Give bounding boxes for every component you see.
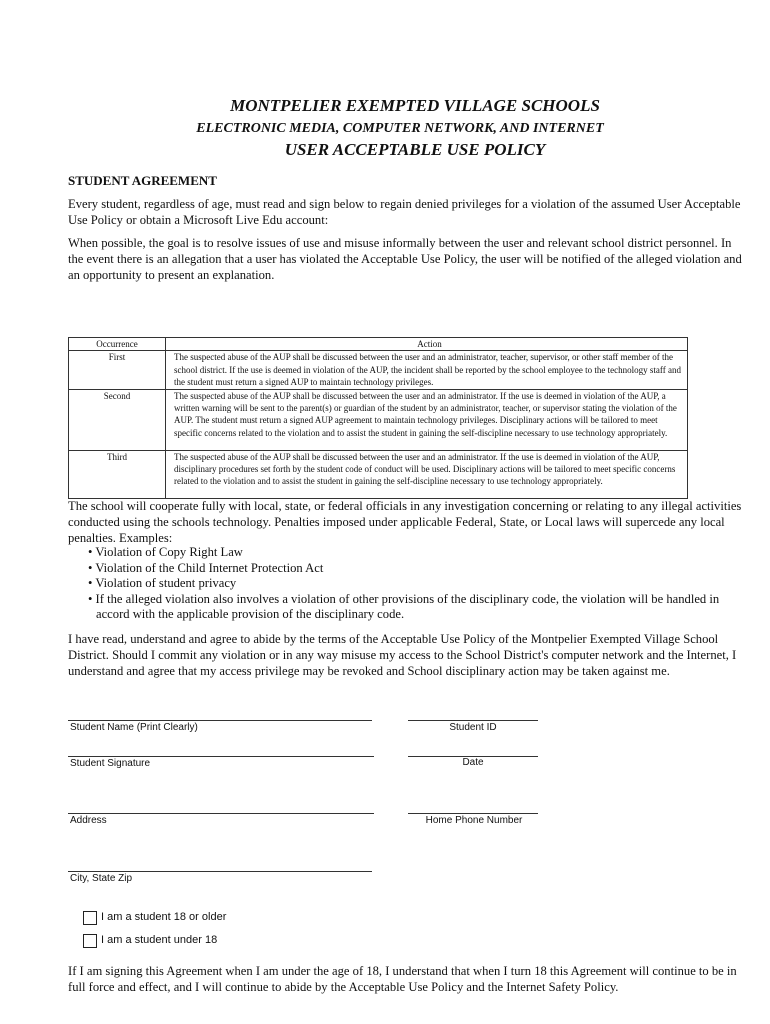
- under-18-label: I am a student under 18: [101, 934, 218, 946]
- table-header-row: [69, 338, 688, 351]
- occurrence-cell: Third: [69, 450, 166, 498]
- occurrence-cell: Second: [69, 389, 166, 450]
- intro-paragraph: Every student, regardless of age, must read and sign below to regain denied privileges for a violation of the assumed User Acceptable Use Policy or obtain a Microsoft Live Edu account:: [68, 197, 741, 227]
- policy-title: USER ACCEPTABLE USE POLICY: [284, 140, 546, 159]
- action-header: Action: [166, 338, 688, 351]
- occurrence-cell: First: [69, 351, 166, 389]
- cooperation-paragraph: The school will cooperate fully with local, state, or federal officials in any investigation concerning or relating to any illegal activities conducted using the schools technology. Penalties imposed under applicable Federal, State, or Local laws will supercede any local penalties. Examples:: [68, 499, 742, 545]
- resolution-paragraph: When possible, the goal is to resolve issues of use and misuse informally between the user and relevant school district personnel. In the event there is an allegation that a user has violated the Acceptable Use Policy, the user will be notified of the alleged violation and an opportunity to present an explanation.: [68, 236, 742, 282]
- document-title: MONTPELIER EXEMPTED VILLAGE SCHOOLS: [230, 96, 600, 115]
- list-item: • Violation of the Child Internet Protection Act: [88, 560, 324, 575]
- table-row: [69, 450, 688, 498]
- section-heading: STUDENT AGREEMENT: [68, 173, 217, 188]
- action-cell: The suspected abuse of the AUP shall be discussed between the user and an administrator. If the use is deemed in violation of the AUP, a written warning will be sent to the parent(s) or guardian of the student by an administrator, teacher, or supervisor stating the violation of the AUP. The student must return a signed AUP agreement to maintain technology privileges. Disciplinary actions will be tailored to meet specific concerns related to the violation and to assist the student in gaining the self-discipline necessary to use technology appropriately.: [166, 389, 688, 450]
- over-18-checkbox[interactable]: [83, 911, 97, 925]
- under-18-checkbox[interactable]: [83, 934, 97, 948]
- home-phone-line[interactable]: [408, 813, 538, 814]
- agreement-paragraph: I have read, understand and agree to abide by the terms of the Acceptable Use Policy of the Montpelier Exempted Village School District. Should I commit any violation or in any way misuse my access to the School District's computer network and the Internet, I understand and agree that my access privilege may be revoked and School disciplinary action may be taken against me.: [68, 632, 737, 678]
- home-phone-label: Home Phone Number: [425, 815, 523, 826]
- examples-list: [84, 545, 744, 623]
- list-item: • Violation of Copy Right Law: [88, 545, 243, 559]
- violation-table: [68, 337, 688, 499]
- over-18-label: I am a student 18 or older: [101, 911, 227, 923]
- student-id-line[interactable]: [408, 720, 538, 721]
- minor-agreement-paragraph: If I am signing this Agreement when I am under the age of 18, I understand that when I turn 18 this Agreement will continue to be in full force and effect, and I will continue to abide by the Acceptable Use Policy and the Internet Safety Policy.: [68, 964, 737, 994]
- city-state-zip-line[interactable]: [68, 871, 372, 872]
- occurrence-header: Occurrence: [69, 338, 166, 351]
- student-name-line[interactable]: [68, 720, 372, 721]
- table-row: [69, 389, 688, 450]
- student-signature-label: Student Signature: [70, 758, 151, 769]
- action-cell: The suspected abuse of the AUP shall be discussed between the user and an administrator. If the use is deemed in violation of the AUP, disciplinary procedures set forth by the student code of conduct will be used. Disciplinary actions will be tailored to meet specific concerns related to the violation and to assist the student in gaining the self-discipline necessary to use technology appropriately.: [166, 450, 688, 498]
- student-name-label: Student Name (Print Clearly): [70, 722, 198, 733]
- address-label: Address: [70, 815, 107, 826]
- document-subtitle: ELECTRONIC MEDIA, COMPUTER NETWORK, AND INTERNET: [196, 121, 604, 136]
- action-cell: The suspected abuse of the AUP shall be discussed between the user and an administrator, teacher, supervisor, or other staff member of the school district. If the use is deemed in violation of the AUP, the incident shall be reported by the school employee to the technology staff and the student must return a signed AUP to maintain technology privileges.: [166, 351, 688, 389]
- address-line[interactable]: [68, 813, 374, 814]
- table-row: [69, 351, 688, 389]
- city-state-zip-label: City, State Zip: [70, 873, 133, 884]
- student-signature-line[interactable]: [68, 756, 374, 757]
- list-item: • If the alleged violation also involves a violation of other provisions of the disciplinary code, the violation will be handled in accord with the applicable provision of the disciplinary code.: [88, 591, 720, 622]
- list-item: • Violation of student privacy: [88, 576, 237, 591]
- date-label: Date: [462, 757, 484, 768]
- student-id-label: Student ID: [449, 722, 497, 733]
